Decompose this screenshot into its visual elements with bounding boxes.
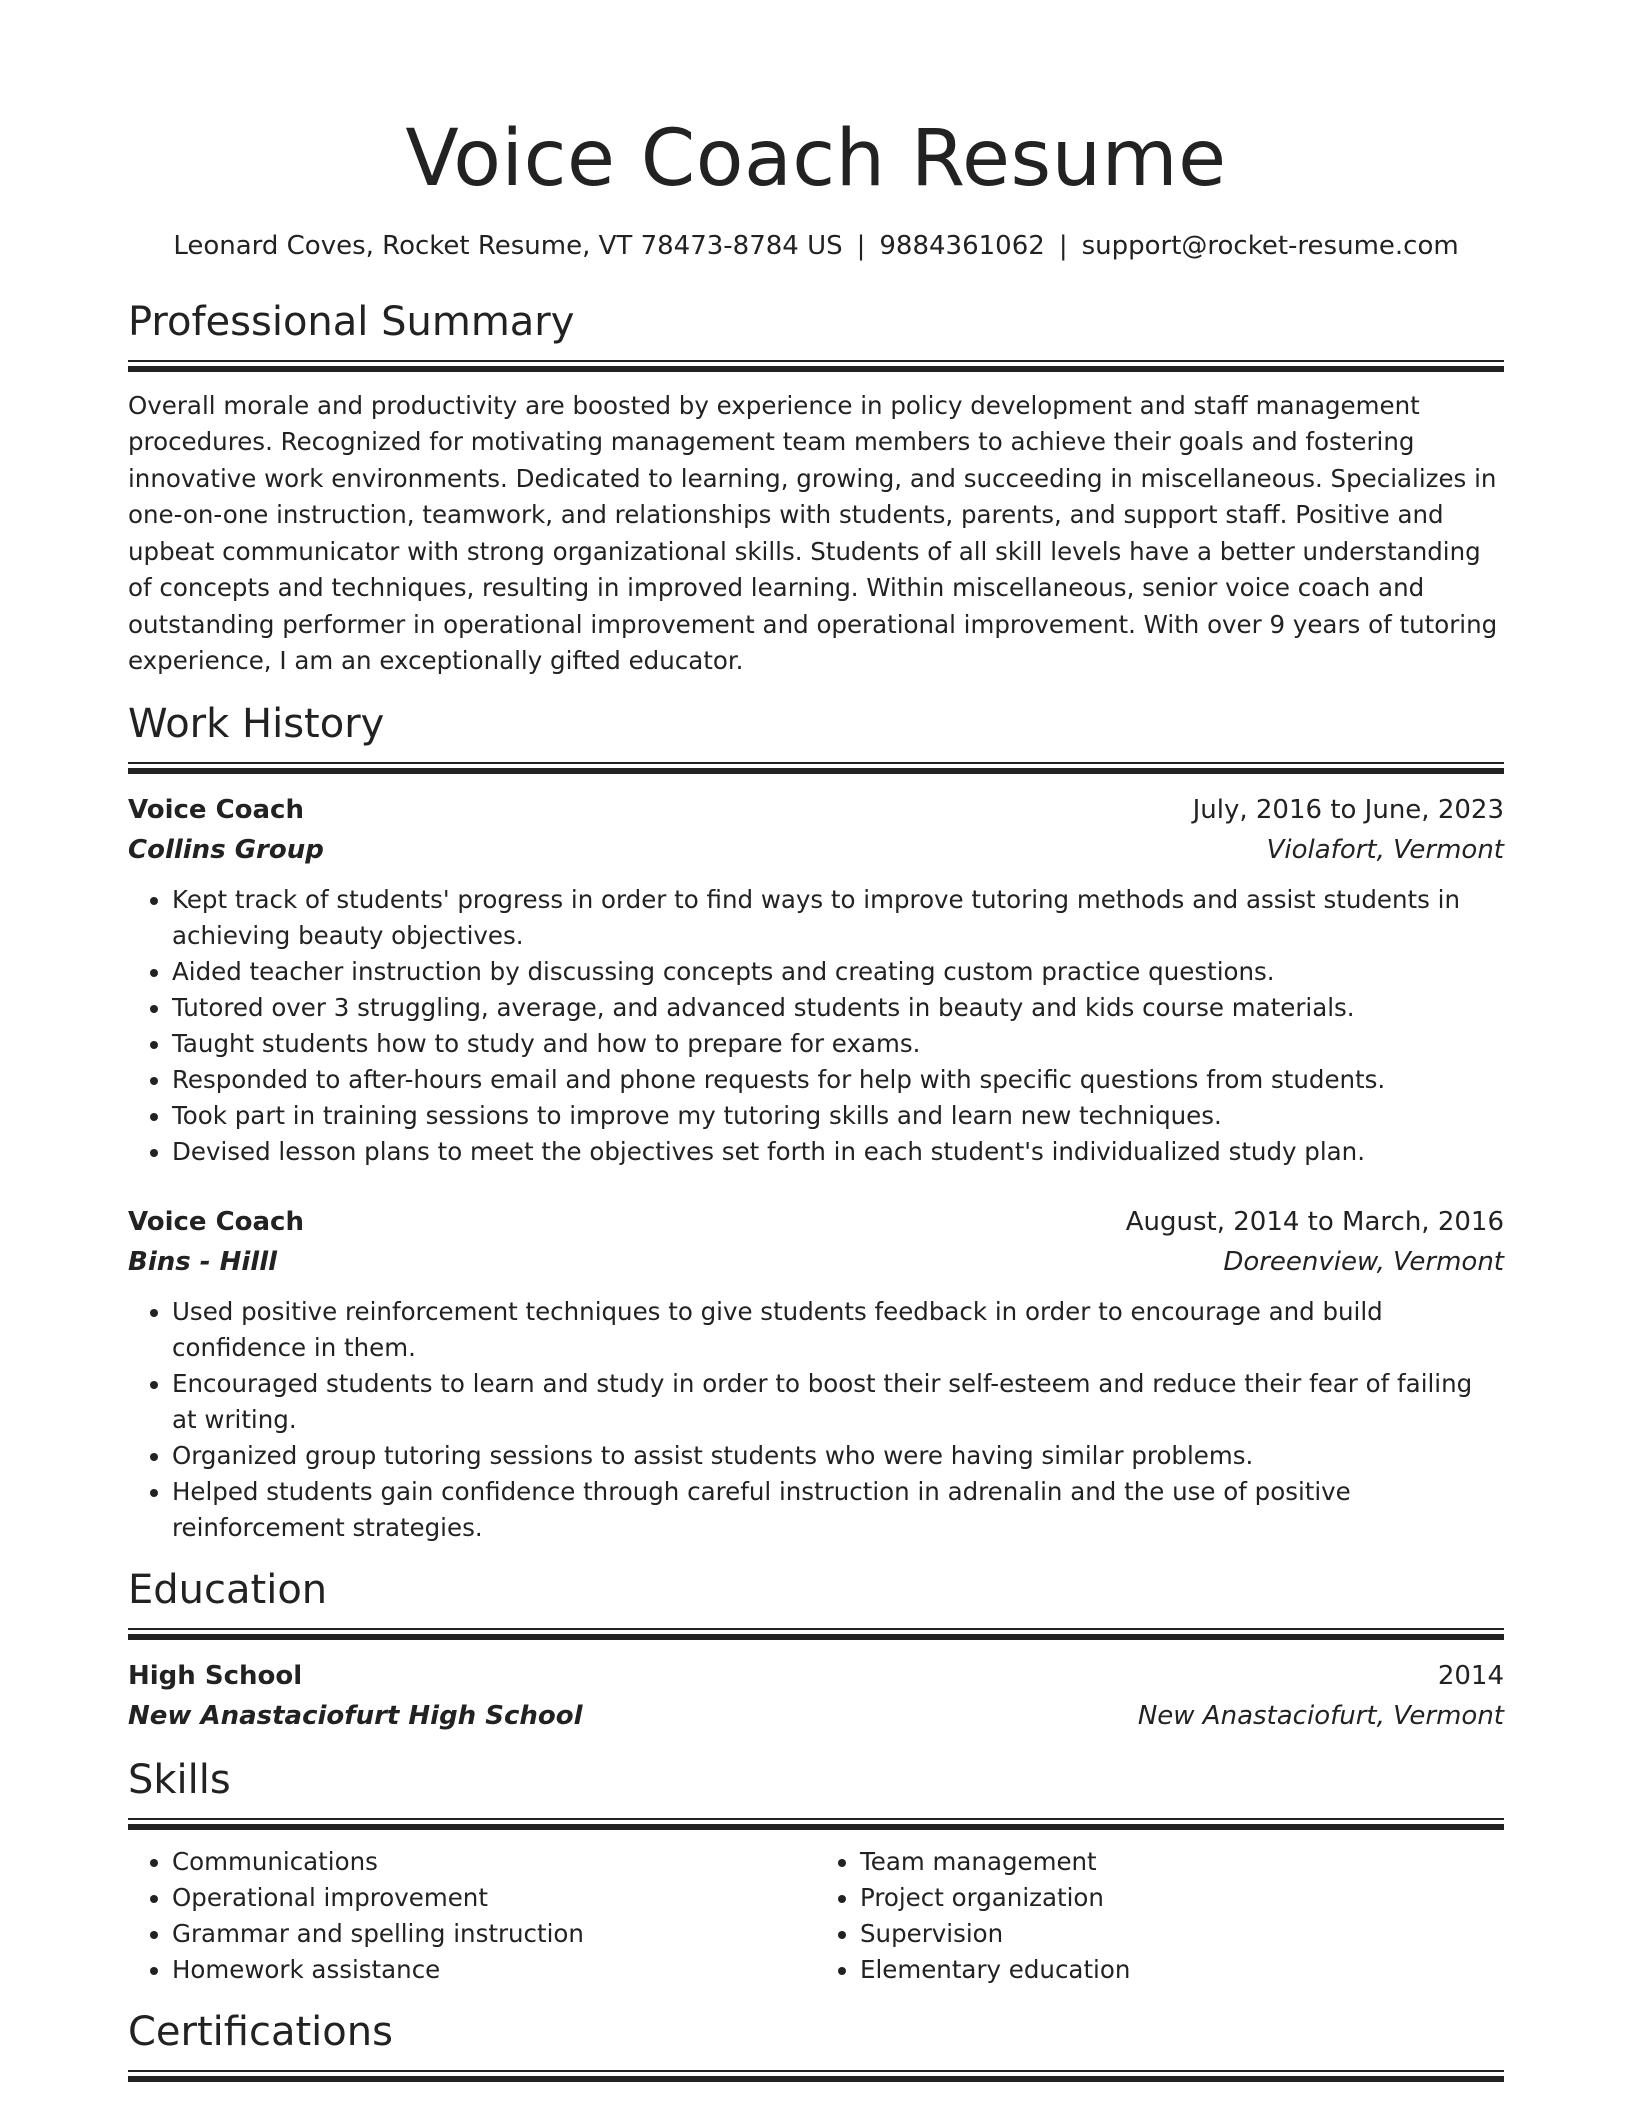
section-divider [128,2070,1504,2082]
education-entry [128,1656,1504,1736]
job-company: Collins Group [128,834,324,865]
work-section [128,700,1504,1546]
job-entry [128,1202,1504,1546]
job-header [128,790,1504,830]
list-item: • Supervision [860,1916,1504,1952]
list-item: • Took part in training sessions to improve my tutoring skills and learn new techniques. [172,1098,1504,1134]
education-location: New Anastaciofurt, Vermont [1137,1700,1504,1731]
list-item: • Helped students gain confidence through careful instruction in adrenalin and the use of positive reinforcement strategies. [172,1474,1504,1546]
job-subheader [128,830,1504,870]
skills-heading: Skills [128,1756,231,1803]
skills-grid [128,1844,1504,1988]
resume-title: Voice Coach Resume [405,114,1227,204]
list-item: • Tutored over 3 struggling, average, and advanced students in beauty and kids course materials. [172,990,1504,1026]
job-title: Voice Coach [128,1206,304,1237]
list-item: • Taught students how to study and how to prepare for exams. [172,1026,1504,1062]
certifications-section [128,2008,1504,2082]
list-item: • Used positive reinforcement techniques to give students feedback in order to encourage and build confidence in them. [172,1294,1504,1366]
job-title: Voice Coach [128,794,304,825]
list-item: • Project organization [860,1880,1504,1916]
education-year: 2014 [1437,1660,1504,1691]
job-location: Violafort, Vermont [1266,834,1504,865]
education-school: New Anastaciofurt High School [128,1700,583,1731]
skills-column-left [128,1844,816,1988]
list-item: • Organized group tutoring sessions to assist students who were having similar problems. [172,1438,1504,1474]
summary-section [128,298,1504,680]
list-item: • Team management [860,1844,1504,1880]
list-item: • Aided teacher instruction by discussing concepts and creating custom practice questions. [172,954,1504,990]
section-divider [128,1628,1504,1640]
list-item: • Communications [172,1844,816,1880]
list-item: • Devised lesson plans to meet the objectives set forth in each student's individualized study plan. [172,1134,1504,1170]
summary-heading: Professional Summary [128,298,575,345]
summary-text: Overall morale and productivity are boosted by experience in policy development and staff management procedures. Recognized for motivating management team members to achieve their goals and fostering innovative work environments. Dedicated to learning, growing, and succeeding in miscellaneous. Specializes in one-on-one instruction, teamwork, and relationships with students, parents, and support staff. Positive and upbeat communicator with strong organizational skills. Students of all skill levels have a better understanding of concepts and techniques, resulting in improved learning. Within miscellaneous, senior voice coach and outstanding performer in operational improvement and operational improvement. With over 9 years of tutoring experience, I am an exceptionally gifted educator. [128,390,1498,676]
job-subheader [128,1242,1504,1282]
list-item: • Homework assistance [172,1952,816,1988]
job-dates: August, 2014 to March, 2016 [1125,1206,1504,1237]
contact-line [128,230,1504,264]
list-item: • Responded to after-hours email and phone requests for help with specific questions from students. [172,1062,1504,1098]
section-divider [128,360,1504,372]
contact-separator: | [1058,231,1068,261]
section-divider [128,1818,1504,1830]
contact-address: Leonard Coves, Rocket Resume, VT 78473-8784 US [173,231,843,261]
list-item: • Grammar and spelling instruction [172,1916,816,1952]
list-item: • Elementary education [860,1952,1504,1988]
job-dates: July, 2016 to June, 2023 [1192,794,1504,825]
section-divider [128,762,1504,774]
education-header [128,1656,1504,1696]
skills-column-right [816,1844,1504,1988]
job-company: Bins - Hilll [128,1246,278,1277]
contact-email: support@rocket-resume.com [1081,231,1459,261]
job-bullets [128,882,1504,1170]
list-item: • Kept track of students' progress in order to find ways to improve tutoring methods and assist students in achieving beauty objectives. [172,882,1504,954]
education-degree: High School [128,1660,303,1691]
work-heading: Work History [128,700,385,747]
certifications-heading: Certifications [128,2008,393,2055]
job-entry [128,790,1504,1170]
list-item: • Encouraged students to learn and study in order to boost their self-esteem and reduce their fear of failing at writing. [172,1366,1504,1438]
education-heading: Education [128,1566,328,1613]
education-section [128,1566,1504,1736]
contact-phone: 9884361062 [879,231,1045,261]
education-subheader [128,1696,1504,1736]
job-bullets [128,1294,1504,1546]
skills-section [128,1756,1504,1988]
contact-separator: | [856,231,866,261]
list-item: • Operational improvement [172,1880,816,1916]
job-location: Doreenview, Vermont [1223,1246,1504,1277]
job-header [128,1202,1504,1242]
